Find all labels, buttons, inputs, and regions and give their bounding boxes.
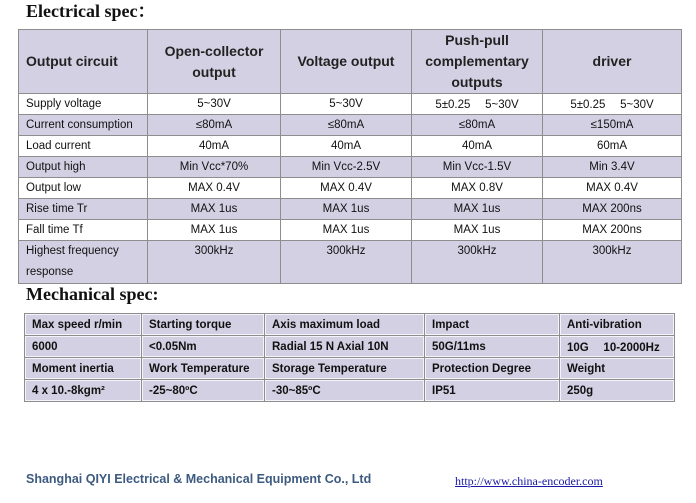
cell: Axis maximum load [265, 314, 425, 336]
header-open-collector: Open-collector output [148, 30, 281, 94]
cell: 40mA [148, 136, 281, 157]
cell: Impact [425, 314, 560, 336]
footer-company-name: Shanghai QIYI Electrical & Mechanical Equipment Co., Ltd [26, 472, 372, 486]
table-row [19, 94, 682, 115]
cell: MAX 0.4V [148, 178, 281, 199]
cell: ≤80mA [412, 115, 543, 136]
cell: Protection Degree [425, 358, 560, 380]
cell: MAX 0.4V [281, 178, 412, 199]
mechanical-spec-title: Mechanical spec: [26, 284, 159, 304]
cell: 5±0.25 5~30V [543, 94, 682, 115]
cell: 5~30V [148, 94, 281, 115]
table-row [19, 178, 682, 199]
table-row [25, 336, 675, 358]
cell: 300kHz [148, 241, 281, 284]
cell: Weight [560, 358, 675, 380]
footer-website-link[interactable]: http://www.china-encoder.com [455, 474, 603, 488]
electrical-spec-title: Electrical spec： [26, 1, 156, 21]
cell: 6000 [25, 336, 142, 358]
cell: 60mA [543, 136, 682, 157]
cell: Storage Temperature [265, 358, 425, 380]
table-row [19, 199, 682, 220]
cell: IP51 [425, 380, 560, 402]
table-row [19, 157, 682, 178]
row-label: Output low [19, 178, 148, 199]
cell: MAX 0.8V [412, 178, 543, 199]
cell: 5±0.25 5~30V [412, 94, 543, 115]
cell: Radial 15 N Axial 10N [265, 336, 425, 358]
row-label: Load current [19, 136, 148, 157]
cell: 40mA [281, 136, 412, 157]
row-label: Highest frequency response [19, 241, 148, 284]
table-row [19, 220, 682, 241]
cell: Work Temperature [142, 358, 265, 380]
cell: MAX 1us [148, 199, 281, 220]
table-row [19, 115, 682, 136]
table-row [19, 136, 682, 157]
cell: 4 x 10.-8kgm² [25, 380, 142, 402]
table-header-row [19, 30, 682, 94]
electrical-spec-table [18, 29, 682, 284]
cell: MAX 1us [281, 220, 412, 241]
cell: Min Vcc-1.5V [412, 157, 543, 178]
cell: MAX 1us [148, 220, 281, 241]
table-row [25, 358, 675, 380]
row-label: Current consumption [19, 115, 148, 136]
cell: Starting torque [142, 314, 265, 336]
cell: 50G/11ms [425, 336, 560, 358]
cell: 10G 10-2000Hz [560, 336, 675, 358]
table-row [25, 380, 675, 402]
cell: <0.05Nm [142, 336, 265, 358]
header-voltage-output: Voltage output [281, 30, 412, 94]
cell: -25~80ºC [142, 380, 265, 402]
cell: MAX 200ns [543, 199, 682, 220]
header-output-circuit: Output circuit [19, 30, 148, 94]
cell: MAX 1us [412, 199, 543, 220]
cell: Moment inertia [25, 358, 142, 380]
cell: MAX 1us [412, 220, 543, 241]
cell: ≤80mA [148, 115, 281, 136]
cell: MAX 0.4V [543, 178, 682, 199]
cell: -30~85ºC [265, 380, 425, 402]
mechanical-spec-table [24, 313, 675, 402]
cell: ≤80mA [281, 115, 412, 136]
cell: MAX 200ns [543, 220, 682, 241]
cell: 300kHz [281, 241, 412, 284]
header-driver: driver [543, 30, 682, 94]
table-row [25, 314, 675, 336]
cell: 300kHz [543, 241, 682, 284]
cell: ≤150mA [543, 115, 682, 136]
cell: Anti-vibration [560, 314, 675, 336]
cell: Min 3.4V [543, 157, 682, 178]
cell: 5~30V [281, 94, 412, 115]
cell: Min Vcc-2.5V [281, 157, 412, 178]
row-label: Rise time Tr [19, 199, 148, 220]
row-label: Fall time Tf [19, 220, 148, 241]
cell: Max speed r/min [25, 314, 142, 336]
row-label: Supply voltage [19, 94, 148, 115]
cell: MAX 1us [281, 199, 412, 220]
row-label: Output high [19, 157, 148, 178]
header-push-pull: Push-pull complementary outputs [412, 30, 543, 94]
table-row [19, 241, 682, 284]
cell: Min Vcc*70% [148, 157, 281, 178]
cell: 300kHz [412, 241, 543, 284]
cell: 250g [560, 380, 675, 402]
cell: 40mA [412, 136, 543, 157]
